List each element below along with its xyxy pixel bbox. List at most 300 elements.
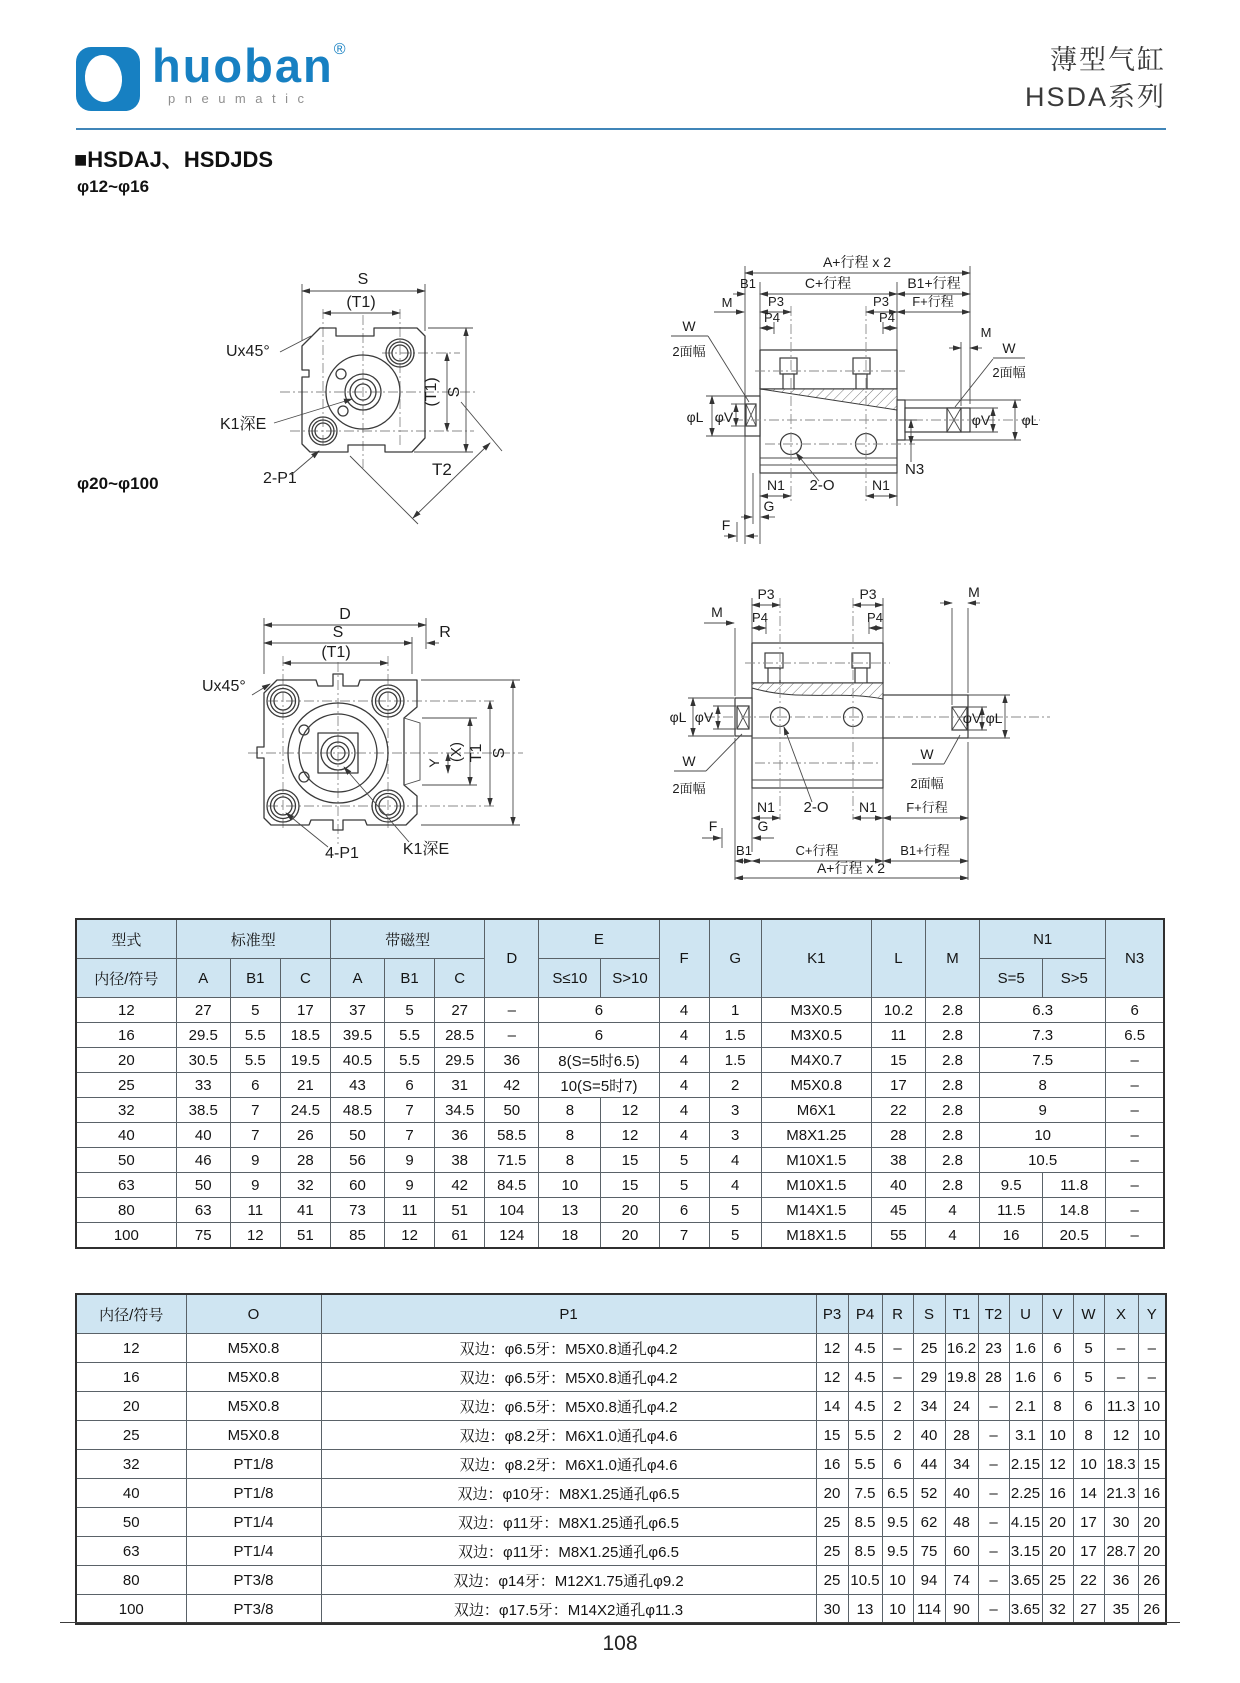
table-cell: 4 [925, 1198, 979, 1223]
dim-m-right: M [980, 325, 992, 340]
table-cell: 37 [330, 998, 384, 1023]
table-cell: 6 [539, 1023, 659, 1048]
table-cell: 4.15 [1009, 1508, 1042, 1537]
table-cell: 5 [709, 1198, 761, 1223]
table-cell: – [1138, 1334, 1166, 1363]
t1-col-bore: 内径/符号 [76, 959, 176, 998]
table-cell: M6X1 [761, 1098, 871, 1123]
table-cell: 双边：φ6.5牙：M5X0.8通孔φ4.2 [321, 1392, 816, 1421]
dim-n3: N3 [905, 461, 925, 478]
table-cell: 10 [882, 1566, 913, 1595]
table-cell: 50 [76, 1148, 176, 1173]
table-cell: 63 [76, 1537, 186, 1566]
table-cell: 10 [1138, 1392, 1166, 1421]
label-w-right: W [1002, 340, 1016, 356]
table-cell: 2 [709, 1073, 761, 1098]
front-view-large-drawing [168, 552, 543, 867]
t1-col-d: D [485, 919, 539, 998]
dim-s-top: S [357, 271, 369, 288]
t1-col-mag-a: A [330, 959, 384, 998]
table-cell: M10X1.5 [761, 1148, 871, 1173]
table-cell: 9 [980, 1098, 1106, 1123]
table-cell: 8 [1042, 1392, 1073, 1421]
table-cell: 13 [539, 1198, 601, 1223]
table-cell: 5 [659, 1148, 709, 1173]
table-cell: 25 [816, 1566, 848, 1595]
table-cell: 8 [1073, 1421, 1104, 1450]
table-cell: 75 [913, 1537, 945, 1566]
table-cell: 2.25 [1009, 1479, 1042, 1508]
table-cell: 34 [913, 1392, 945, 1421]
dim-t1-right: (T1) [423, 377, 440, 407]
table-cell: 4.5 [848, 1363, 882, 1392]
table-cell: 7.5 [980, 1048, 1106, 1073]
table-cell: 16 [1042, 1479, 1073, 1508]
table-cell: 34.5 [435, 1098, 485, 1123]
table-cell: 28.5 [435, 1023, 485, 1048]
table-cell: 16 [76, 1363, 186, 1392]
table-cell: 4.5 [848, 1334, 882, 1363]
t1-col-std-a: A [176, 959, 230, 998]
table-cell: 28.7 [1104, 1537, 1138, 1566]
table-cell: 6.3 [980, 998, 1106, 1023]
table-cell: 10 [1073, 1450, 1104, 1479]
table-cell: 5 [659, 1173, 709, 1198]
table-cell: 25 [76, 1421, 186, 1450]
table-cell: 3 [709, 1098, 761, 1123]
table-cell: 7 [230, 1123, 280, 1148]
t1-col-k1: K1 [761, 919, 871, 998]
table-cell: 104 [485, 1198, 539, 1223]
table-cell: 62 [913, 1508, 945, 1537]
table-row [76, 1123, 1164, 1148]
table-cell: 9.5 [882, 1508, 913, 1537]
table-cell: 58.5 [485, 1123, 539, 1148]
table-cell: 12 [816, 1334, 848, 1363]
table-cell: M14X1.5 [761, 1198, 871, 1223]
table-cell: 16 [1138, 1479, 1166, 1508]
dim-m-left: M [711, 604, 723, 620]
table-cell: 11 [385, 1198, 435, 1223]
table-cell: 38 [871, 1148, 925, 1173]
dim-n1-right: N1 [859, 799, 877, 815]
table-cell: 2.15 [1009, 1450, 1042, 1479]
table-cell: 16 [816, 1450, 848, 1479]
table-cell: 61 [435, 1223, 485, 1249]
t1-col-g: G [709, 919, 761, 998]
table-cell: 40 [945, 1479, 978, 1508]
table-cell: 8 [539, 1123, 601, 1148]
table-cell: 32 [280, 1173, 330, 1198]
table-cell: 5.5 [385, 1023, 435, 1048]
t1-col-n1-sg5: S>5 [1043, 959, 1106, 998]
table-cell: 12 [76, 1334, 186, 1363]
table-cell: 2.1 [1009, 1392, 1042, 1421]
table-cell: 6 [1042, 1334, 1073, 1363]
huoban-logo [152, 38, 345, 106]
dimension-table-1 [75, 918, 1165, 1249]
table-cell: 7.3 [980, 1023, 1106, 1048]
table-cell: 26 [1138, 1566, 1166, 1595]
table-cell: 3.65 [1009, 1595, 1042, 1625]
table-cell: 12 [816, 1363, 848, 1392]
t2-col-t2: T2 [978, 1294, 1009, 1334]
table-cell: 27 [176, 998, 230, 1023]
t2-col-p1: P1 [321, 1294, 816, 1334]
table-cell: 2 [882, 1421, 913, 1450]
t1-col-magnetic: 带磁型 [330, 919, 484, 959]
label-2-p1: 2-P1 [263, 470, 297, 487]
table-cell: – [1106, 1098, 1164, 1123]
table-cell: 5 [1073, 1363, 1104, 1392]
table-cell: 9 [230, 1148, 280, 1173]
table-cell: 30.5 [176, 1048, 230, 1073]
table-cell: 8 [539, 1098, 601, 1123]
table-cell: 35 [1104, 1595, 1138, 1625]
dimension-table-2 [75, 1293, 1167, 1625]
t1-col-std-b1: B1 [230, 959, 280, 998]
table-cell: 5 [385, 998, 435, 1023]
table-cell: – [882, 1334, 913, 1363]
table-cell: 8 [539, 1148, 601, 1173]
table-cell: 6 [1073, 1392, 1104, 1421]
table-cell: 42 [435, 1173, 485, 1198]
table-cell: 43 [330, 1073, 384, 1098]
dim-y: Y [426, 758, 442, 768]
table-cell: 1.5 [709, 1048, 761, 1073]
table-row [76, 1450, 1166, 1479]
dim-b1: B1 [736, 843, 752, 858]
dim-phi-v-right: φV [971, 412, 991, 428]
table-cell: 8 [980, 1073, 1106, 1098]
section-title: ■HSDAJ、HSDJDS [74, 147, 274, 172]
table-cell: – [978, 1508, 1009, 1537]
table-row [76, 1392, 1166, 1421]
label-k1-depth: K1深E [402, 841, 450, 858]
table-cell: 6 [385, 1073, 435, 1098]
table-cell: 16 [76, 1023, 176, 1048]
table-cell: 12 [76, 998, 176, 1023]
table-cell: 4 [925, 1223, 979, 1249]
table-cell: 29.5 [435, 1048, 485, 1073]
table-cell: 6 [539, 998, 659, 1023]
table-cell: – [1106, 1073, 1164, 1098]
table-cell: 11.3 [1104, 1392, 1138, 1421]
table-cell: 6.5 [1106, 1023, 1164, 1048]
table-cell: 20 [1138, 1508, 1166, 1537]
table-cell: M3X0.5 [761, 998, 871, 1023]
table-cell: 6 [1106, 998, 1164, 1023]
table-cell: – [978, 1450, 1009, 1479]
table-cell: 18.3 [1104, 1450, 1138, 1479]
dim-phi-l-left: φL [686, 409, 704, 425]
table-cell: 24 [945, 1392, 978, 1421]
table-cell: – [1106, 1173, 1164, 1198]
table-cell: 21 [280, 1073, 330, 1098]
dim-d: D [339, 606, 351, 623]
t1-col-e: E [539, 919, 659, 959]
table-cell: 8.5 [848, 1537, 882, 1566]
dim-t1-top: (T1) [346, 294, 376, 311]
table-cell: 19.8 [945, 1363, 978, 1392]
table-cell: 20.5 [1043, 1223, 1106, 1249]
table-cell: – [1106, 1198, 1164, 1223]
table-row [76, 1173, 1164, 1198]
table-cell: PT1/8 [186, 1479, 321, 1508]
label-w-right: W [920, 746, 934, 762]
table-cell: 100 [76, 1223, 176, 1249]
table-row [76, 1421, 1166, 1450]
table-row [76, 1363, 1166, 1392]
table-cell: 双边：φ10牙：M8X1.25通孔φ6.5 [321, 1479, 816, 1508]
table-cell: 11.8 [1043, 1173, 1106, 1198]
logo-wordmark: huoban [152, 39, 334, 92]
table-cell: PT1/8 [186, 1450, 321, 1479]
t2-col-s: S [913, 1294, 945, 1334]
dim-p3-right: P3 [859, 586, 877, 602]
table-cell: 29 [913, 1363, 945, 1392]
table-cell: 30 [1104, 1508, 1138, 1537]
footer-divider [60, 1622, 1180, 1623]
table-cell: 10(S=5时7) [539, 1073, 659, 1098]
table-row [76, 1566, 1166, 1595]
table-cell: 5 [709, 1223, 761, 1249]
table-cell: – [882, 1363, 913, 1392]
dim-b1-stroke: B1+行程 [900, 843, 950, 858]
t1-col-e-gt10: S>10 [601, 959, 659, 998]
table-cell: M5X0.8 [186, 1334, 321, 1363]
table-cell: 114 [913, 1595, 945, 1625]
table-cell: 6.5 [882, 1479, 913, 1508]
table-cell: 9 [385, 1148, 435, 1173]
label-flats-left: 2面幅 [672, 781, 706, 796]
table-cell: 51 [435, 1198, 485, 1223]
table-cell: 10 [882, 1595, 913, 1625]
dim-a-stroke: A+行程 x 2 [822, 254, 892, 270]
table-cell: 14 [1073, 1479, 1104, 1508]
table-cell: 17 [871, 1073, 925, 1098]
table-cell: 4 [659, 1123, 709, 1148]
table-row [76, 1073, 1164, 1098]
table-cell: 2.8 [925, 1023, 979, 1048]
body-section [745, 350, 970, 473]
t2-col-bore: 内径/符号 [76, 1294, 186, 1334]
table-cell: 85 [330, 1223, 384, 1249]
table-row [76, 1479, 1166, 1508]
side-view-large-drawing [600, 530, 1210, 880]
table-cell: 4 [659, 998, 709, 1023]
dim-c-stroke: C+行程 [804, 275, 852, 291]
t1-col-mag-c: C [435, 959, 485, 998]
table-cell: 5.5 [848, 1421, 882, 1450]
table-cell: 9 [230, 1173, 280, 1198]
label-ux45: Ux45° [202, 678, 246, 695]
header-divider [76, 128, 1166, 130]
table-cell: 9.5 [882, 1537, 913, 1566]
bore-range-small: φ12~φ16 [77, 177, 150, 196]
dim-t2: T2 [432, 460, 452, 479]
huoban-logo-icon [76, 47, 140, 111]
table-cell: 51 [280, 1223, 330, 1249]
table-cell: 5 [230, 998, 280, 1023]
table-cell: 17 [1073, 1537, 1104, 1566]
table-cell: 7 [385, 1098, 435, 1123]
t1-col-standard: 标准型 [176, 919, 330, 959]
table-cell: 23 [978, 1334, 1009, 1363]
table-cell: 39.5 [330, 1023, 384, 1048]
table-cell: 15 [1138, 1450, 1166, 1479]
table-cell: 94 [913, 1566, 945, 1595]
table-cell: – [1106, 1048, 1164, 1073]
t1-col-model: 型式 [76, 919, 176, 959]
table-row [76, 1148, 1164, 1173]
body-outline [257, 674, 420, 830]
t2-col-r: R [882, 1294, 913, 1334]
table-cell: PT1/4 [186, 1508, 321, 1537]
t1-col-mag-b1: B1 [385, 959, 435, 998]
t1-col-n1: N1 [980, 919, 1106, 959]
bore-range-large: φ20~φ100 [77, 474, 159, 493]
table-cell: 32 [1042, 1595, 1073, 1625]
table-cell: 7 [230, 1098, 280, 1123]
dim-p4-left: P4 [752, 610, 768, 625]
dim-x: (X) [448, 742, 465, 762]
table-cell: 14 [816, 1392, 848, 1421]
table-row [76, 1023, 1164, 1048]
table-cell: 6 [230, 1073, 280, 1098]
label-2-o: 2-O [809, 477, 835, 494]
dim-g: G [763, 498, 775, 514]
dim-c-stroke: C+行程 [795, 843, 839, 858]
table-cell: 12 [1042, 1450, 1073, 1479]
table-cell: 24.5 [280, 1098, 330, 1123]
table-cell: 50 [485, 1098, 539, 1123]
table-cell: 3 [709, 1123, 761, 1148]
body-outline [302, 328, 425, 452]
table-cell: 16.2 [945, 1334, 978, 1363]
table-cell: M10X1.5 [761, 1173, 871, 1198]
table-cell: – [978, 1479, 1009, 1508]
dim-f: F [721, 517, 731, 533]
t2-col-t1: T1 [945, 1294, 978, 1334]
table-cell: 20 [601, 1198, 659, 1223]
label-flats-left: 2面幅 [672, 344, 706, 359]
table-cell: 27 [1073, 1595, 1104, 1625]
table-cell: 8.5 [848, 1508, 882, 1537]
dim-n1-left: N1 [757, 799, 775, 815]
t2-col-o: O [186, 1294, 321, 1334]
table-cell: 15 [601, 1148, 659, 1173]
table-cell: 25 [816, 1537, 848, 1566]
table-cell: 双边：φ17.5牙：M14X2通孔φ11.3 [321, 1595, 816, 1625]
table-cell: 56 [330, 1148, 384, 1173]
table-cell: 36 [485, 1048, 539, 1073]
table-cell: 2.8 [925, 1073, 979, 1098]
table-cell: 14.8 [1043, 1198, 1106, 1223]
table-cell: 50 [330, 1123, 384, 1148]
document-title [1025, 42, 1166, 116]
dim-b1-stroke: B1+行程 [907, 275, 961, 291]
table-cell: 5.5 [230, 1048, 280, 1073]
table-cell: 3.15 [1009, 1537, 1042, 1566]
table-cell: 8(S=5时6.5) [539, 1048, 659, 1073]
table-cell: 双边：φ8.2牙：M6X1.0通孔φ4.6 [321, 1421, 816, 1450]
table-cell: 1.5 [709, 1023, 761, 1048]
table-row [76, 1048, 1164, 1073]
table-cell: 4 [709, 1173, 761, 1198]
table-cell: 1.6 [1009, 1334, 1042, 1363]
table-cell: 双边：φ11牙：M8X1.25通孔φ6.5 [321, 1508, 816, 1537]
table-cell: 40 [913, 1421, 945, 1450]
series-title-cn: 薄型气缸 [1050, 45, 1166, 75]
dim-f-stroke: F+行程 [912, 294, 954, 309]
table-cell: 71.5 [485, 1148, 539, 1173]
table-cell: 90 [945, 1595, 978, 1625]
table-cell: 10.2 [871, 998, 925, 1023]
table-cell: 44 [913, 1450, 945, 1479]
dim-t1-right: T1 [468, 743, 485, 763]
table-row [76, 1508, 1166, 1537]
label-flats-right: 2面幅 [910, 776, 944, 791]
table-cell: 73 [330, 1198, 384, 1223]
label-4-p1: 4-P1 [325, 845, 359, 862]
table-cell: – [485, 1023, 539, 1048]
t2-col-p3: P3 [816, 1294, 848, 1334]
table-cell: 100 [76, 1595, 186, 1625]
table-cell: 74 [945, 1566, 978, 1595]
table-cell: 45 [871, 1198, 925, 1223]
table-cell: 15 [601, 1173, 659, 1198]
table-cell: 1 [709, 998, 761, 1023]
table-cell: – [978, 1537, 1009, 1566]
table-cell: – [978, 1392, 1009, 1421]
page-number: 108 [602, 1632, 638, 1655]
dimensions [202, 606, 520, 862]
table-cell: – [1104, 1363, 1138, 1392]
table-cell: PT3/8 [186, 1566, 321, 1595]
table-cell: 15 [871, 1048, 925, 1073]
t2-col-x: X [1104, 1294, 1138, 1334]
table-cell: 28 [945, 1421, 978, 1450]
table-cell: 7 [659, 1223, 709, 1249]
table-cell: 46 [176, 1148, 230, 1173]
table-row [76, 1198, 1164, 1223]
table-cell: 22 [1073, 1566, 1104, 1595]
table-cell: 80 [76, 1198, 176, 1223]
table-cell: 20 [1042, 1537, 1073, 1566]
t1-col-n3: N3 [1106, 919, 1164, 998]
dim-s: S [332, 624, 344, 641]
table-cell: 9 [385, 1173, 435, 1198]
table-cell: – [1138, 1363, 1166, 1392]
dim-f-stroke: F+行程 [906, 800, 948, 815]
table-cell: 50 [176, 1173, 230, 1198]
dim-b1: B1 [740, 276, 756, 291]
table-cell: M3X0.5 [761, 1023, 871, 1048]
table-cell: 9.5 [980, 1173, 1043, 1198]
table-cell: – [1106, 1148, 1164, 1173]
logo-blob [83, 53, 125, 104]
table-cell: 25 [76, 1073, 176, 1098]
table-cell: 55 [871, 1223, 925, 1249]
table-cell: 11 [230, 1198, 280, 1223]
table-cell: 17 [1073, 1508, 1104, 1537]
table-cell: 48.5 [330, 1098, 384, 1123]
table-cell: 16 [980, 1223, 1043, 1249]
table-cell: 26 [280, 1123, 330, 1148]
table-row [76, 1595, 1166, 1625]
dim-r: R [439, 624, 451, 641]
